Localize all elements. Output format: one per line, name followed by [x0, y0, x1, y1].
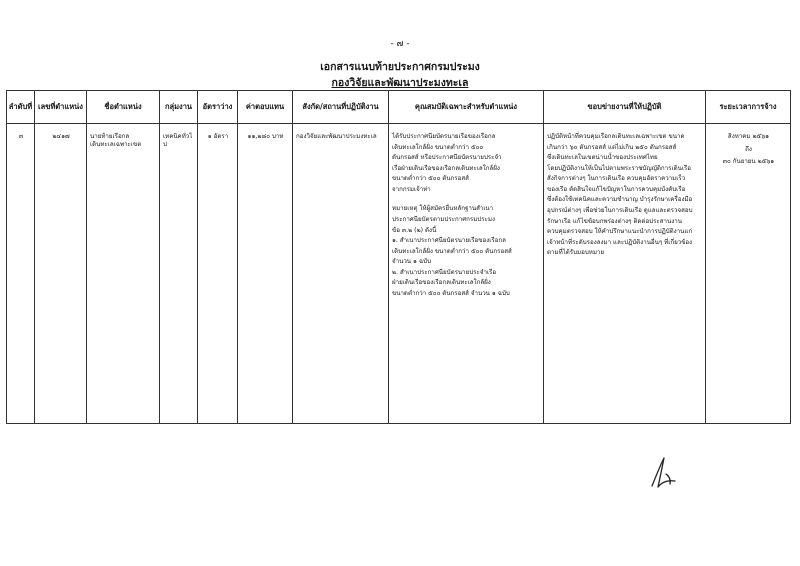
cell-position-no: ๒๔๑๗ [35, 124, 87, 424]
responsibility-line: อุปกรณ์ต่างๆ เพื่อช่วยในการเดินเรือ ดูแลและตรวจสอบ [547, 206, 693, 214]
qualification-line: ตันกรอสส์ หรือประกาศนียบัตรนายประจำ [392, 154, 502, 162]
qualification-note-line: จำนวน ๑ ฉบับ [392, 258, 431, 266]
col-header-affiliation: สังกัด/สถานที่ปฏิบัติงาน [293, 91, 389, 124]
col-header-position-name: ชื่อตำแหน่ง [87, 91, 160, 124]
col-header-position-no: เลขที่ตำแหน่ง [35, 91, 87, 124]
table-header-row [7, 91, 791, 124]
col-header-group: กลุ่มงาน [160, 91, 198, 124]
responsibility-line: ตามที่ได้รับมอบหมาย [547, 249, 605, 257]
col-header-qualifications: คุณสมบัติเฉพาะสำหรับตำแหน่ง [389, 91, 544, 124]
col-header-responsibilities: ขอบข่ายงานที่ให้ปฏิบัติ [544, 91, 706, 124]
qualification-note-line: ๒. สำเนาประกาศนียบัตรนายประจำเรือ [392, 268, 497, 276]
page-number: - ๗ - [390, 39, 410, 49]
responsibility-line: เจ้าหน้าที่ระดับรองลงมา และปฏิบัติงานอื่นๆ ที่เกี่ยวข้อง [547, 238, 693, 246]
cell-group: เทคนิคทั่วไป [160, 124, 198, 424]
department-subtitle: กองวิจัยและพัฒนาประมงทะเล [331, 77, 469, 89]
qualification-line: ขนาดต่ำกว่า ๕๐๐ ตันกรอสส์ [392, 175, 469, 183]
qualification-note-line: ประกาศนียบัตรตามประกาศกรมประมง [392, 215, 495, 223]
signature-icon [648, 456, 678, 490]
cell-salary: ๑๑,๒๘๐ บาท [238, 124, 293, 424]
qualification-line: เดินทะเลใกล้ฝั่ง ขนาดต่ำกว่า ๕๐๐ [392, 143, 484, 151]
term-end: ๓๐ กันยายน ๒๕๖๑ [722, 158, 775, 166]
cell-position-name [87, 124, 160, 424]
qualification-note-line: ขนาดต่ำกว่า ๕๐๐ ตันกรอสส์ จำนวน ๑ ฉบับ [392, 289, 510, 297]
cell-vacancy: ๑ อัตรา [198, 124, 238, 424]
col-header-order: ลำดับที่ [7, 91, 35, 124]
responsibility-line: โดยปฏิบัติงานให้เป็นไปตามพระราชบัญญัติการเดินเรือ [547, 164, 691, 172]
responsibility-line: เกินกว่า ๖๐ ตันกรอสส์ แต่ไม่เกิน ๒๕๐ ตันกรอสส์ [547, 143, 677, 151]
cell-qualifications [389, 124, 544, 424]
col-header-term: ระยะเวลาการจ้าง [706, 91, 791, 124]
responsibility-line: ควบคุมตรวจสอบ ให้คำปรึกษาแนะนำการปฏิบัติงานแก่ [547, 228, 693, 236]
responsibility-line: ซึ่งต้องใช้เทคนิคและความชำนาญ บำรุงรักษาเครื่องมือ [547, 196, 693, 204]
cell-order: ๓ [7, 124, 35, 424]
term-start: สิงหาคม ๒๕๖๑ [727, 133, 770, 140]
responsibility-line: ของเรือ ตัดสินใจแก้ไขปัญหาในการควบคุมบังคับเรือ [547, 185, 686, 193]
qualification-line: จากกรมเจ้าท่า [392, 185, 431, 193]
table-row [7, 124, 791, 424]
col-header-vacancy: อัตราว่าง [198, 91, 238, 124]
document-title: เอกสารแนบท้ายประกาศกรมประมง [320, 61, 480, 73]
position-name-line: เดินทะเลเฉพาะเขต [90, 141, 142, 148]
responsibility-line: ปฏิบัติหน้าที่ควบคุมเรือกลเดินทะเลเฉพาะเขต ขนาด [547, 133, 685, 140]
position-table [6, 90, 791, 424]
col-header-salary: ค่าตอบแทน [238, 91, 293, 124]
qualification-note-line: ๑. สำเนาประกาศนียบัตรนายเรือของเรือกล [392, 237, 506, 245]
cell-term [706, 124, 791, 424]
qualification-line: เรือฝ่ายเดินเรือของเรือกลเดินทะเลใกล้ฝั่ง [392, 164, 500, 172]
qualification-line: ได้รับประกาศนียบัตรนายเรือของเรือกล [392, 133, 496, 140]
qualification-note-line: ฝ่ายเดินเรือของเรือกลเดินทะเลใกล้ฝั่ง [392, 279, 491, 287]
cell-affiliation: กองวิจัยและพัฒนาประมงทะเล [293, 124, 389, 424]
responsibility-line: รักษาเรือ แก้ไขข้อบกพร่องต่างๆ ติดต่อประสานงาน [547, 217, 682, 225]
qualification-note-line: เดินทะเลใกล้ฝั่ง ขนาดต่ำกว่า ๕๐๐ ตันกรอสส์ [392, 247, 512, 255]
position-name-line: นายท้ายเรือกล [90, 133, 130, 140]
responsibility-line: ซึ่งเดินทะเลในเขตน่านน้ำของประเทศไทย [547, 154, 658, 162]
cell-responsibilities [544, 124, 706, 424]
qualification-note-line: หมายเหตุ ให้ผู้สมัครยื่นหลักฐานสำเนา [392, 205, 494, 213]
qualification-note-line: ข้อ ๓.๒ (๒) ดังนี้ [392, 226, 437, 234]
term-separator: ถึง [745, 145, 752, 153]
responsibility-line: สั่งกิจการต่างๆ ในการเดินเรือ ควบคุมอัตราความเร็ว [547, 175, 686, 183]
